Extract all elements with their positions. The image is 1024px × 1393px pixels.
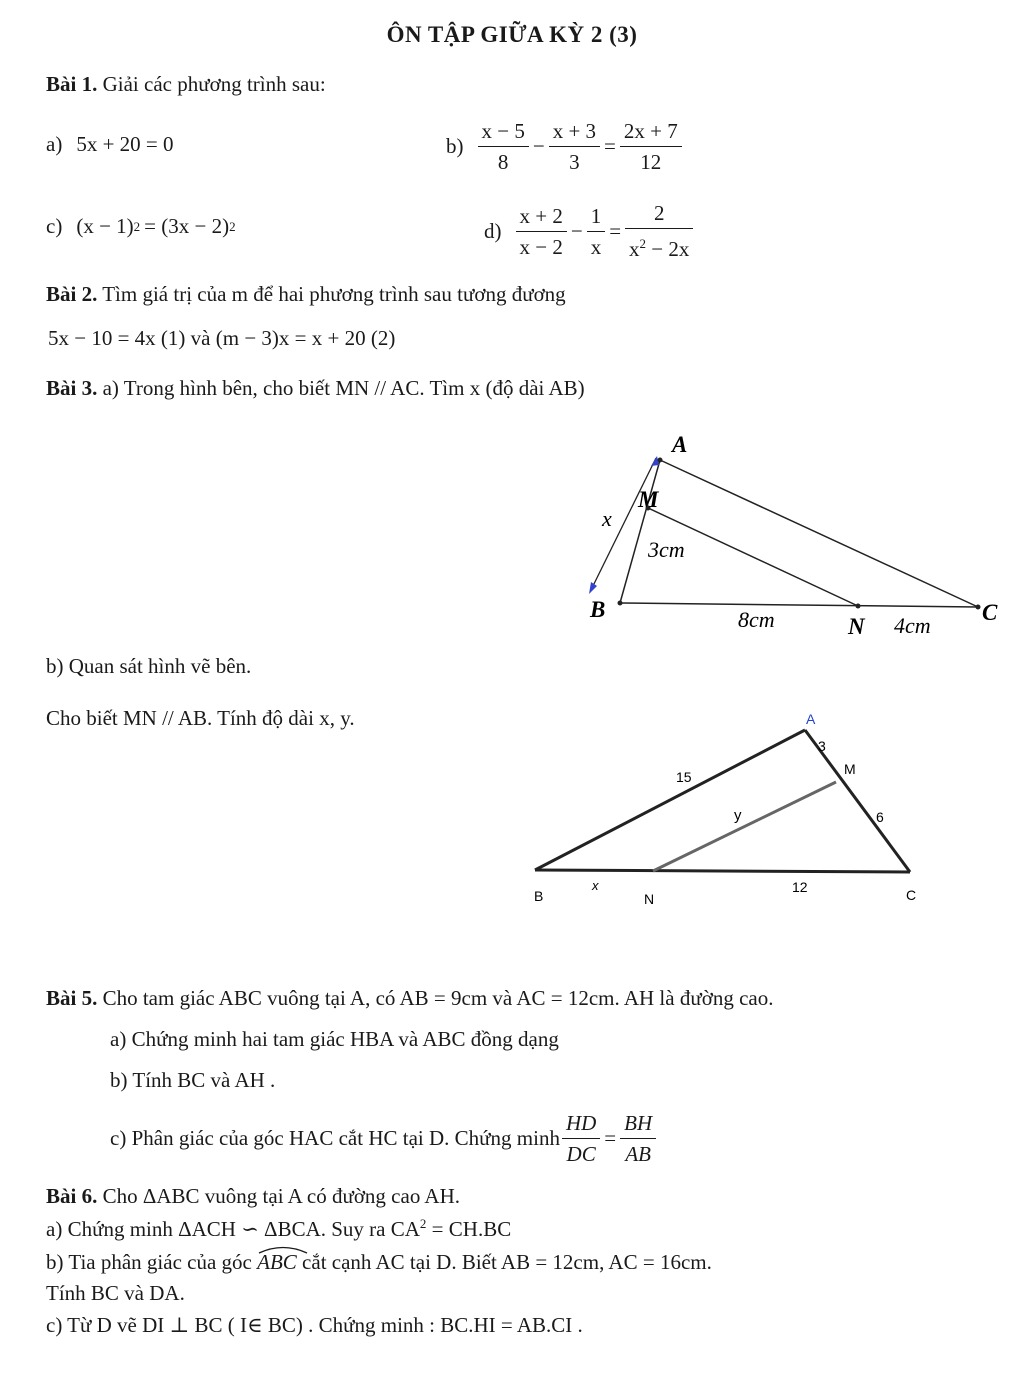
bai1-a — [46, 132, 174, 157]
bai5-c-eq: = — [604, 1126, 617, 1150]
bai1-b — [446, 116, 684, 177]
fig2-label-mc: 6 — [876, 809, 884, 825]
fig1-point-c — [976, 605, 981, 610]
bai1-a-expr: 5x + 20 = 0 — [76, 132, 174, 156]
bai2-equations: 5x − 10 = 4x (1) và (m − 3)x = x + 20 (2) — [48, 326, 396, 350]
fig1-label-c: C — [982, 600, 998, 625]
fig2-side-bc — [535, 870, 910, 872]
bai1-d-frac1: $\frac{x + 2}{x - 2}$ — [516, 201, 567, 262]
bai1-d-frac2: $\frac{1}{x}$ — [587, 201, 606, 262]
bai1-c-pow1: 2 — [133, 218, 141, 234]
bai5-b: b) Tính BC và AH . — [110, 1068, 276, 1092]
bai6-a — [46, 1216, 511, 1242]
bai6-b-text2: cắt cạnh AC tại D. Biết AB = 12cm, AC = 16cm. — [296, 1250, 712, 1274]
bai2-heading — [46, 282, 566, 307]
bai3-b-text: b) Quan sát hình vẽ bên. — [46, 654, 252, 678]
bai1-d-eq: = — [609, 218, 622, 243]
bai1-b-tag: b) — [446, 134, 464, 158]
bai1-label: Bài 1. — [46, 72, 98, 96]
bai6-b — [46, 1250, 712, 1275]
fig2-label-ab: 15 — [676, 769, 692, 785]
bai5-c-frac1: $\frac{HD}{DC}$ — [562, 1108, 600, 1169]
bai6-b-text1: b) Tia phân giác của góc — [46, 1250, 258, 1274]
fig1-point-n — [856, 604, 861, 609]
fig2-label-y: y — [734, 807, 742, 824]
bai6-c: c) Từ D vẽ DI ⊥ BC ( I∈ BC) . Chứng minh : BC.HI = AB.CI . — [46, 1313, 583, 1337]
fig2-label-a: A — [806, 711, 816, 727]
fig1-point-b — [618, 601, 623, 606]
fig1-side-ab — [620, 460, 660, 603]
fig1-label-x: x — [602, 506, 612, 531]
fig1-label-m: M — [638, 487, 659, 512]
bai3-label: Bài 3. — [46, 376, 98, 400]
bai1-d-tag: d) — [484, 218, 502, 243]
bai3-b-text2: Cho biết MN // AB. Tính độ dài x, y. — [46, 706, 355, 730]
bai5-a: a) Chứng minh hai tam giác HBA và ABC đồng dạng — [110, 1027, 559, 1051]
figure-triangle-1 — [560, 420, 1024, 650]
bai6-a-tail: = CH.BC — [426, 1217, 512, 1241]
figure-triangle-2 — [520, 704, 940, 914]
bai5-label: Bài 5. — [46, 986, 98, 1010]
bai1-d — [484, 198, 695, 264]
bai6-text: Cho ΔABC vuông tại A có đường cao AH. — [102, 1184, 460, 1208]
bai1-c — [46, 214, 236, 239]
fig2-label-b: B — [534, 888, 544, 904]
bai3-heading — [46, 376, 585, 401]
fig1-label-bn: 8cm — [738, 607, 775, 632]
fig1-point-a — [658, 458, 663, 463]
bai1-b-frac2: $\frac{x + 3}{3}$ — [549, 116, 600, 177]
bai6-b-text3: Tính BC và DA. — [46, 1281, 185, 1305]
bai1-c-rhs: = (3x − 2) — [144, 214, 230, 238]
bai5-text: Cho tam giác ABC vuông tại A, có AB = 9cm và AC = 12cm. AH là đường cao. — [102, 986, 774, 1010]
page-title: ÔN TẬP GIỮA KỲ 2 (3) — [386, 22, 638, 47]
fig2-side-ab — [535, 730, 805, 870]
bai5-c — [110, 1108, 658, 1169]
fig1-arrowhead-bottom — [589, 582, 597, 594]
bai1-b-eq: = — [604, 134, 616, 158]
fig1-label-nc: 4cm — [894, 613, 931, 638]
bai1-b-frac1: $\frac{x - 5}{8}$ — [478, 116, 529, 177]
bai1-d-frac3: $\frac{2}{x^2 - 2x}$ — [625, 198, 693, 264]
bai2-text: Tìm giá trị của m để hai phương trình sau tương đương — [102, 282, 566, 306]
fig2-label-x: x — [592, 878, 599, 893]
bai1-text: Giải các phương trình sau: — [102, 72, 326, 96]
fig2-label-nc: 12 — [792, 879, 808, 895]
fig1-label-a: A — [672, 432, 688, 457]
fig1-label-n: N — [848, 614, 865, 639]
fig1-label-am: 3cm — [648, 537, 685, 562]
fig2-label-n: N — [644, 891, 655, 907]
bai1-a-tag: a) — [46, 132, 63, 156]
fig1-side-ac — [660, 460, 978, 607]
bai1-c-lhs: (x − 1) — [76, 214, 134, 238]
bai1-b-op1: − — [532, 134, 545, 158]
bai6-a-pow: 2 — [419, 1216, 427, 1231]
bai3-a-text: a) Trong hình bên, cho biết MN // AC. Tìm x (độ dài AB) — [102, 376, 585, 400]
fig2-label-c: C — [906, 887, 917, 903]
bai6-b-angle: ABC — [257, 1250, 297, 1275]
fig2-label-am: 3 — [818, 738, 826, 754]
fig1-side-bc — [620, 603, 978, 607]
bai6-heading — [46, 1184, 460, 1209]
bai2-label: Bài 2. — [46, 282, 98, 306]
bai1-b-frac3: $\frac{2x + 7}{12}$ — [620, 116, 682, 177]
bai5-c-frac2: $\frac{BH}{AB}$ — [620, 1108, 656, 1169]
bai5-heading — [46, 986, 773, 1011]
bai1-heading — [46, 72, 326, 97]
bai1-c-tag: c) — [46, 214, 63, 238]
bai6-label: Bài 6. — [46, 1184, 98, 1208]
bai5-c-text: c) Phân giác của góc HAC cắt HC tại D. Chứng minh — [110, 1126, 560, 1150]
fig1-label-b: B — [590, 597, 606, 622]
fig1-dimension-x — [590, 458, 656, 592]
fig2-label-m: M — [844, 761, 856, 777]
bai1-d-op1: − — [570, 218, 583, 243]
bai6-a-text: a) Chứng minh ΔACH ∽ ΔBCA. Suy ra CA — [46, 1217, 420, 1241]
bai1-c-pow2: 2 — [229, 218, 236, 234]
bai6-angle-arc — [257, 1244, 309, 1254]
